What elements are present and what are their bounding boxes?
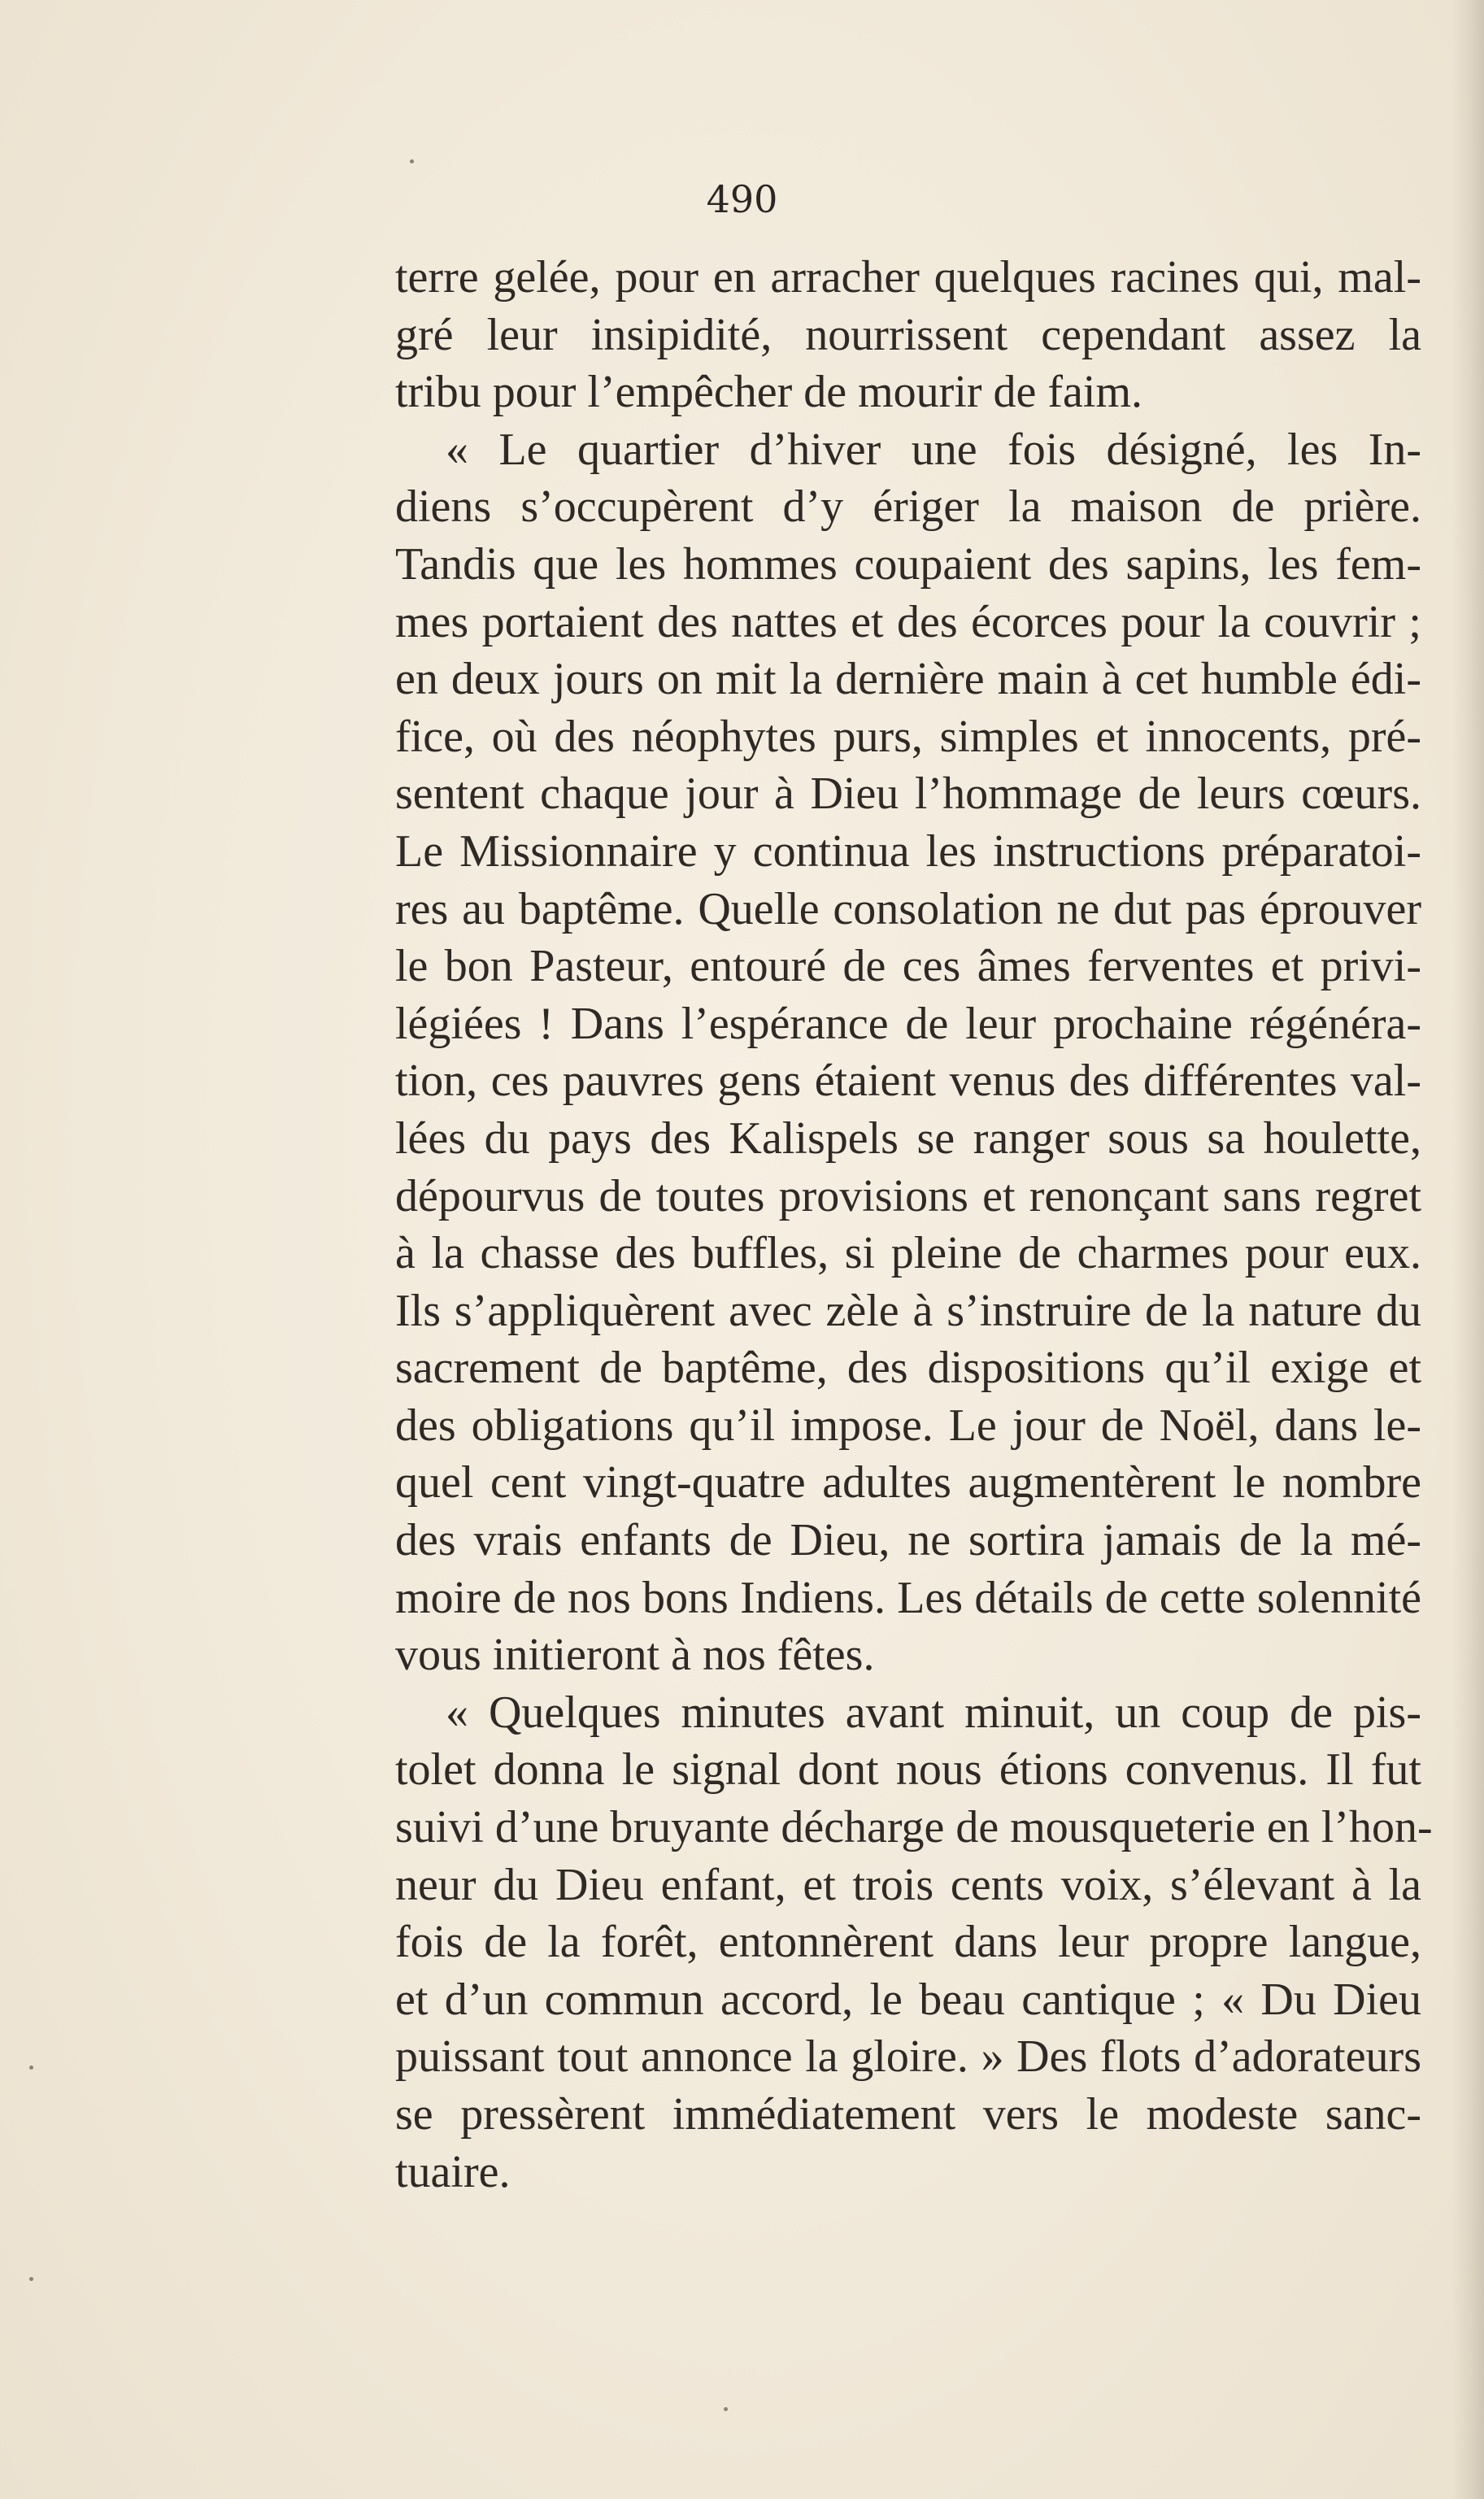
text-line: neur du Dieu enfant, et trois cents voix, s’élevant à la [395,1859,1421,1910]
text-line: « Le quartier d’hiver une fois désigné, les In- [446,424,1421,475]
text-line: « Quelques minutes avant minuit, un coup de pis- [446,1687,1421,1738]
text-line: res au baptême. Quelle consolation ne dut pas éprouver [395,883,1421,934]
text-line: des obligations qu’il impose. Le jour de Noël, dans le- [395,1400,1421,1451]
speck [29,2066,33,2070]
page-number: 490 [706,177,778,221]
text-line: se pressèrent immédiatement vers le modeste sanc- [395,2089,1421,2140]
text-line: quel cent vingt-quatre adultes augmentèrent le nombre [395,1457,1421,1509]
text-line: fice, où des néophytes purs, simples et innocents, pré- [395,711,1421,762]
speck [724,2407,728,2411]
text-line: en deux jours on mit la dernière main à cet humble édi- [395,654,1421,705]
text-line: et d’un commun accord, le beau cantique ; « Du Dieu [395,1974,1421,2025]
text-line: vous initieront à nos fêtes. [395,1630,875,1681]
speck [410,159,414,163]
page-edge-shadow [1451,0,1484,2499]
text-line: suivi d’une bruyante décharge de mousqueterie en l’hon- [395,1802,1433,1853]
text-line: sacrement de baptême, des dispositions qu’il exige et [395,1343,1421,1394]
text-line: Tandis que les hommes coupaient des sapins, les fem- [395,538,1421,590]
text-line: Ils s’appliquèrent avec zèle à s’instruire de la nature du [395,1285,1421,1336]
text-line: tuaire. [395,2146,511,2197]
text-line: tion, ces pauvres gens étaient venus des différentes val- [395,1056,1421,1107]
text-line: puissant tout annonce la gloire. » Des flots d’adorateurs [395,2031,1421,2083]
text-line: tribu pour l’empêcher de mourir de faim. [395,367,1142,418]
body-text [395,249,1433,2201]
text-line: fois de la forêt, entonnèrent dans leur propre langue, [395,1917,1421,1968]
text-line: légiées ! Dans l’espérance de leur prochaine régénéra- [395,998,1421,1049]
text-line: le bon Pasteur, entouré de ces âmes ferventes et privi- [395,941,1421,992]
text-line: des vrais enfants de Dieu, ne sortira jamais de la mé- [395,1515,1421,1566]
text-line: lées du pays des Kalispels se ranger sous sa houlette, [395,1112,1421,1164]
text-line: gré leur insipidité, nourrissent cependant assez la [395,309,1421,360]
text-line: tolet donna le signal dont nous étions convenus. Il fut [395,1744,1421,1796]
text-line: à la chasse des buffles, si pleine de charmes pour eux. [395,1228,1421,1279]
text-line: moire de nos bons Indiens. Les détails de cette solennité [395,1572,1421,1623]
speck [29,2277,33,2281]
text-line: dépourvus de toutes provisions et renonçant sans regret [395,1170,1421,1221]
text-line: mes portaient des nattes et des écorces pour la couvrir ; [395,596,1421,647]
text-line: diens s’occupèrent d’y ériger la maison de prière. [395,481,1421,533]
text-line: Le Missionnaire y continua les instructions préparatoi- [395,825,1421,877]
text-line: sentent chaque jour à Dieu l’hommage de leurs cœurs. [395,768,1421,820]
text-line: terre gelée, pour en arracher quelques racines qui, mal- [395,252,1421,303]
